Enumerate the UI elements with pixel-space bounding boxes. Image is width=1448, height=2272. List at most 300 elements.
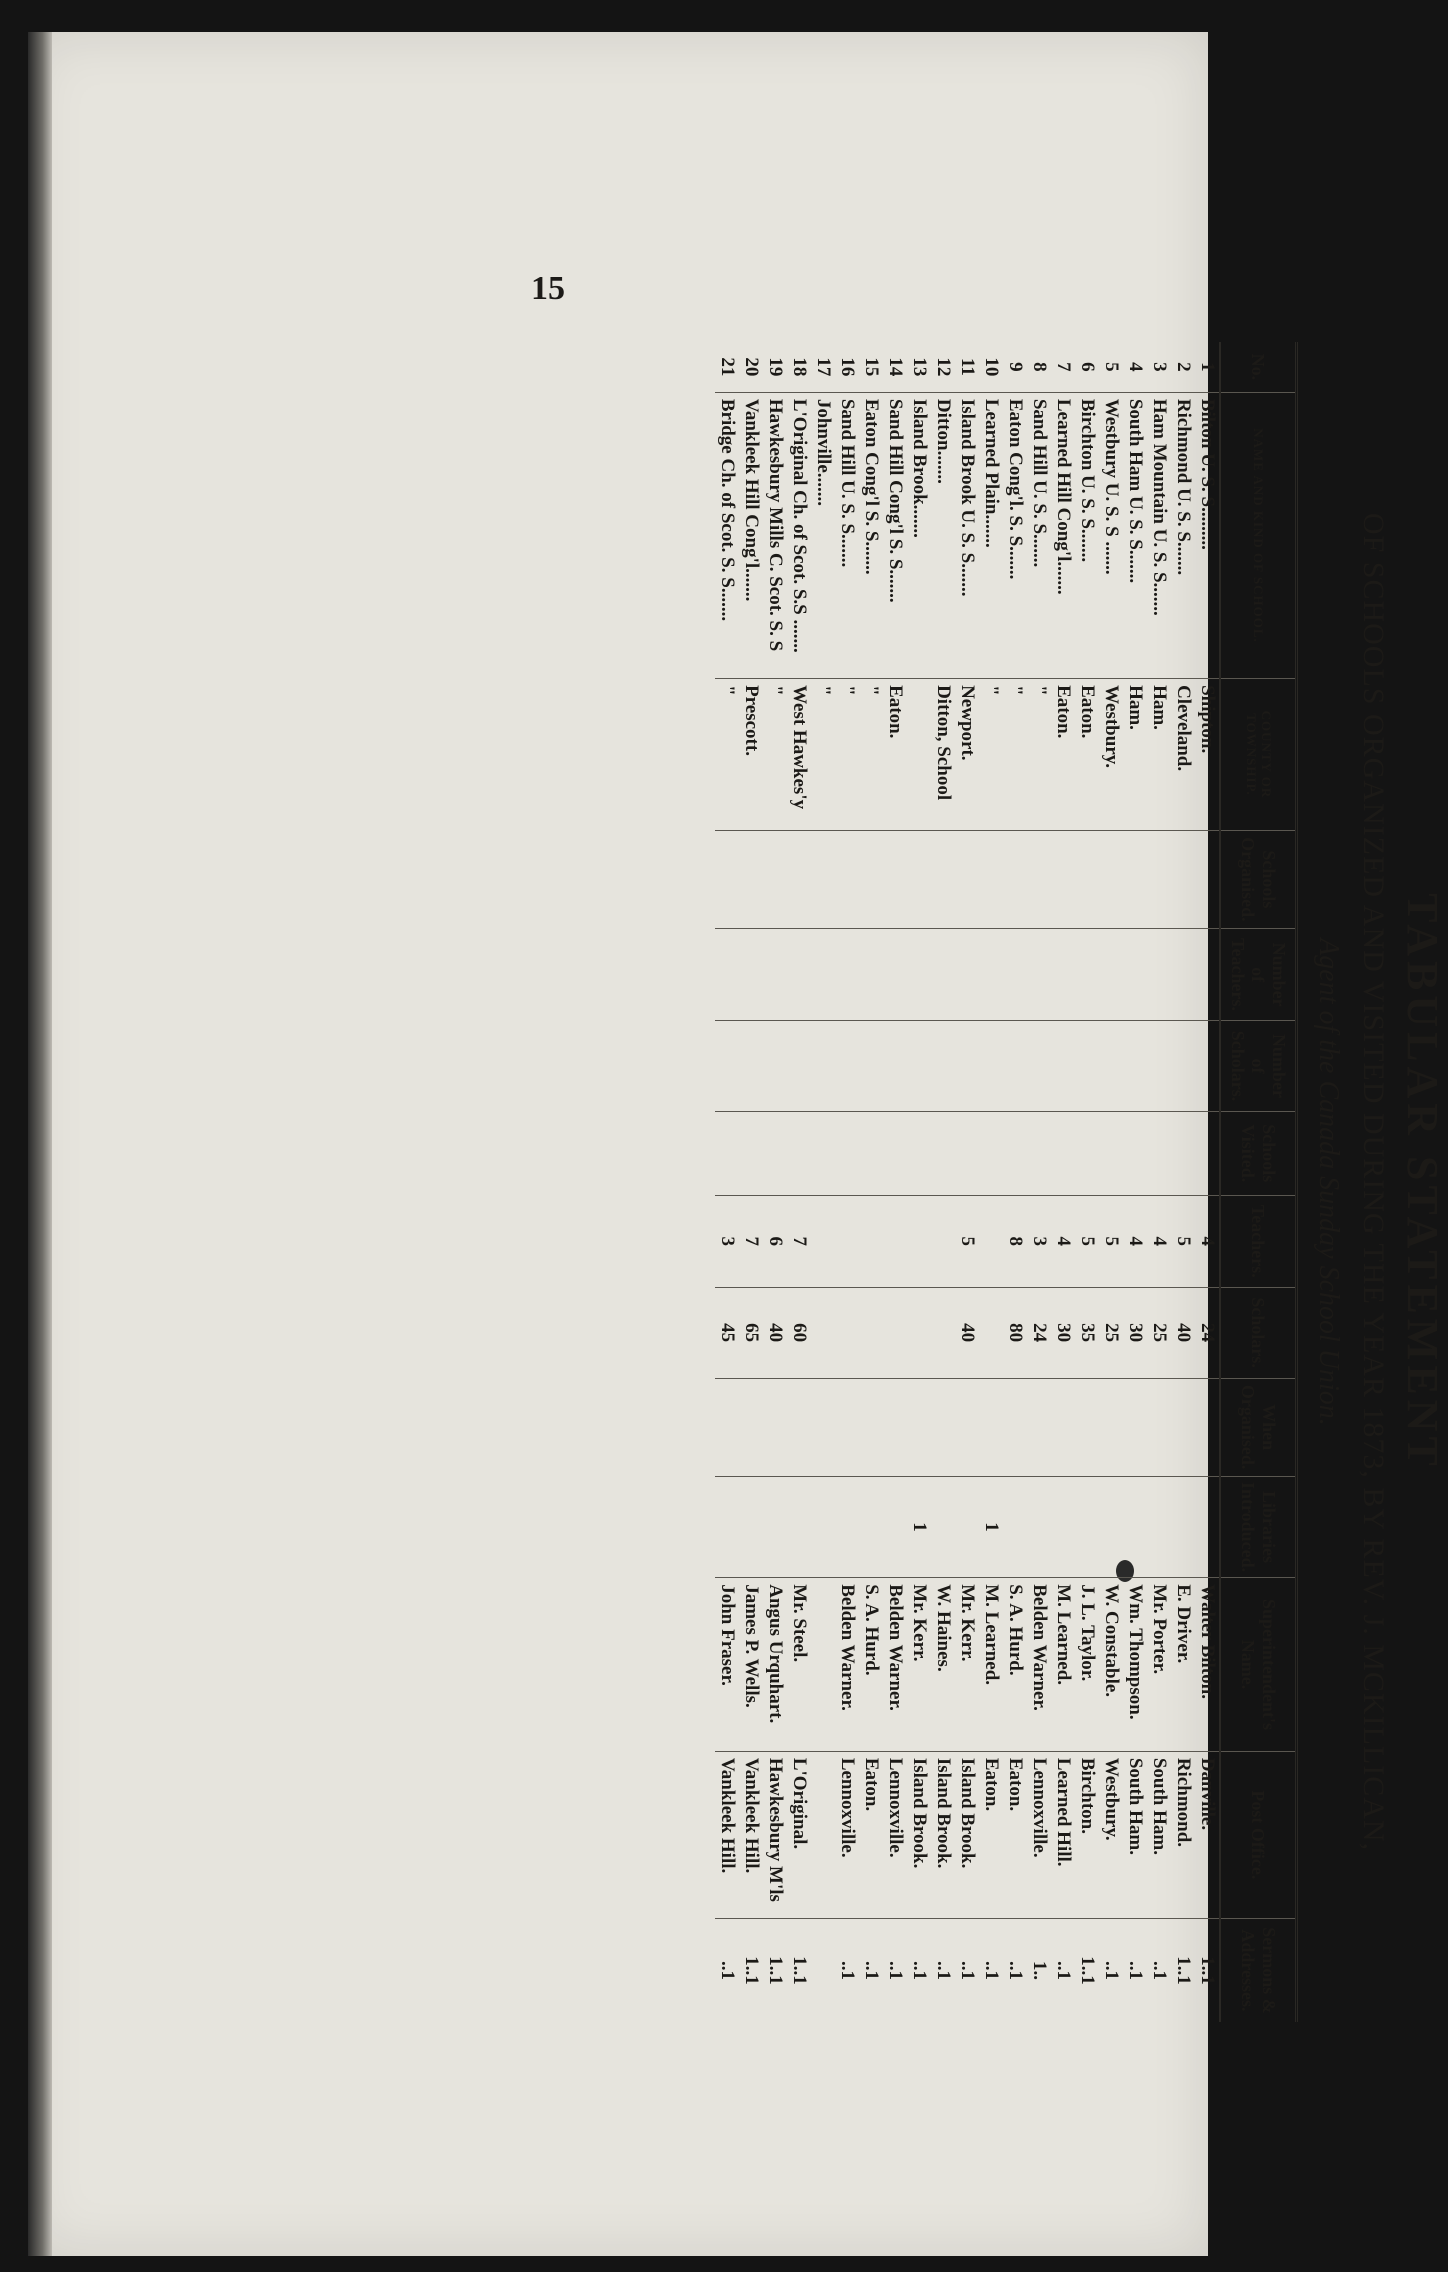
libraries-cell [1075, 1476, 1099, 1577]
when-organised-cell [715, 1378, 739, 1476]
teachers-cell [835, 1195, 859, 1287]
number-scholars-cell [979, 1021, 1003, 1112]
sermons-cell: 1..1 [1172, 1956, 1194, 1985]
table-row [1075, 342, 1099, 2022]
schools-organised-cell [955, 830, 979, 928]
post-office-cell: Richmond. [1171, 1751, 1195, 1918]
when-organised-cell [1123, 1378, 1147, 1476]
county-cell: " [1027, 679, 1051, 831]
schools-organised-cell [1195, 830, 1220, 928]
number-scholars-cell [1003, 1021, 1027, 1112]
schools-visited-cell [763, 1111, 787, 1195]
superintendent-cell: W. Haines. [931, 1578, 955, 1752]
libraries-cell [787, 1476, 811, 1577]
sermons-cell: ..1 [932, 1960, 954, 1980]
schools-organised-cell [1123, 830, 1147, 928]
teachers-cell: 4 [1195, 1195, 1220, 1287]
row-number-cell: 17 [811, 342, 835, 392]
scholars-cell [835, 1287, 859, 1378]
number-teachers-cell [883, 929, 907, 1021]
school-name-cell: South Ham U. S. S....... [1123, 392, 1147, 678]
schools-organised-cell [859, 830, 883, 928]
header-row [1220, 342, 1297, 2022]
county-cell: " [835, 679, 859, 831]
county-cell: Ham. [1147, 679, 1171, 831]
superintendent-cell: Belden Warner. [1027, 1578, 1051, 1752]
document-subtitle: OF SCHOOLS ORGANIZED AND VISITED DURING THE YEAR 1873, BY REV. J. MCKILLICAN, [1357, 512, 1390, 1852]
scholars-cell: 80 [1003, 1287, 1027, 1378]
number-scholars-cell [1075, 1021, 1099, 1112]
school-name-cell: Learned Hill Cong'l....... [1051, 392, 1075, 678]
number-teachers-cell [763, 929, 787, 1021]
county-cell: Westbury. [1099, 679, 1123, 831]
teachers-cell [979, 1195, 1003, 1287]
sermons-cell: ..1 [956, 1960, 978, 1980]
schools-visited-cell [859, 1111, 883, 1195]
scholars-cell: 24 [1027, 1287, 1051, 1378]
superintendent-cell: Belden Warner. [835, 1578, 859, 1752]
number-scholars-cell [1147, 1021, 1171, 1112]
scholars-cell: 40 [1171, 1287, 1195, 1378]
scholars-cell: 25 [1099, 1287, 1123, 1378]
county-cell: Prescott. [739, 679, 763, 831]
sermons-cell [811, 1918, 835, 2022]
when-organised-cell [979, 1378, 1003, 1476]
book-page [28, 32, 1447, 2256]
sermons-cell: 1..1 [1076, 1956, 1098, 1985]
row-number-cell: 13 [907, 342, 931, 392]
table-row [811, 342, 835, 2022]
post-office-cell: Vankleek Hill. [715, 1751, 739, 1918]
libraries-cell [1051, 1476, 1075, 1577]
libraries-cell [955, 1476, 979, 1577]
schools-visited-cell [883, 1111, 907, 1195]
libraries-cell [739, 1476, 763, 1577]
row-number-cell: 4 [1123, 342, 1147, 392]
schools-visited-cell [1027, 1111, 1051, 1195]
number-teachers-cell [859, 929, 883, 1021]
when-organised-cell [931, 1378, 955, 1476]
post-office-cell [811, 1751, 835, 1918]
schools-organised-cell [1003, 830, 1027, 928]
row-number-cell: 15 [859, 342, 883, 392]
sermons-cell: ..1 [860, 1960, 882, 1980]
when-organised-cell [1147, 1378, 1171, 1476]
row-number-cell: 19 [763, 342, 787, 392]
row-number-cell: 10 [979, 342, 1003, 392]
when-organised-cell [1099, 1378, 1123, 1476]
row-number-cell: 21 [715, 342, 739, 392]
libraries-cell [1171, 1476, 1195, 1577]
county-cell: " [1003, 679, 1027, 831]
number-teachers-cell [955, 929, 979, 1021]
schools-organised-cell [835, 830, 859, 928]
scholars-cell [883, 1287, 907, 1378]
number-scholars-cell [1027, 1021, 1051, 1112]
sermons-cell: ..1 [1004, 1960, 1026, 1980]
post-office-cell: Island Brook. [955, 1751, 979, 1918]
number-teachers-cell [811, 929, 835, 1021]
header-post-office: Post Office. [1220, 1751, 1297, 1918]
schools-visited-cell [931, 1111, 955, 1195]
teachers-cell: 7 [739, 1195, 763, 1287]
when-organised-cell [1171, 1378, 1195, 1476]
post-office-cell: Lennoxville. [835, 1751, 859, 1918]
table-row [739, 342, 763, 2022]
libraries-cell: 1 [907, 1476, 931, 1577]
libraries-cell [1003, 1476, 1027, 1577]
header-no: No. [1220, 342, 1297, 392]
sermons-cell: ..1 [1148, 1960, 1170, 1980]
row-number-cell: 2 [1171, 342, 1195, 392]
table-row [1147, 342, 1171, 2022]
post-office-cell: Eaton. [859, 1751, 883, 1918]
libraries-cell [1123, 1476, 1147, 1577]
table-row [883, 342, 907, 2022]
when-organised-cell [1003, 1378, 1027, 1476]
number-scholars-cell [739, 1021, 763, 1112]
row-number-cell: 1 [1195, 342, 1220, 392]
header-name: NAME AND KIND OF SCHOOL. [1220, 392, 1297, 678]
number-scholars-cell [883, 1021, 907, 1112]
teachers-cell: 4 [1147, 1195, 1171, 1287]
header-when-organised: When Organised. [1220, 1378, 1297, 1476]
sermons-cell: ..1 [1124, 1960, 1146, 1980]
county-cell: Shipton. [1195, 679, 1220, 831]
scholars-cell: 25 [1147, 1287, 1171, 1378]
county-cell: " [979, 679, 1003, 831]
schools-organised-cell [1171, 830, 1195, 928]
scholars-cell: 35 [1075, 1287, 1099, 1378]
school-name-cell: Sand Hill Cong'l S. S....... [883, 392, 907, 678]
schools-organised-cell [1147, 830, 1171, 928]
schools-visited-cell [1051, 1111, 1075, 1195]
post-office-cell: Island Brook. [931, 1751, 955, 1918]
county-cell: Ditton, School [931, 679, 955, 831]
teachers-cell: 6 [763, 1195, 787, 1287]
teachers-cell: 3 [1027, 1195, 1051, 1287]
superintendent-cell: Mr. Porter. [1147, 1578, 1171, 1752]
table-row [835, 342, 859, 2022]
schools-organised-cell [979, 830, 1003, 928]
number-teachers-cell [715, 929, 739, 1021]
sermons-cell: ..1 [980, 1960, 1002, 1980]
schools-organised-cell [763, 830, 787, 928]
scholars-cell: 40 [763, 1287, 787, 1378]
header-number-scholars: Number of Scholars. [1220, 1021, 1297, 1112]
superintendent-cell: James P. Wells. [739, 1578, 763, 1752]
row-number-cell: 16 [835, 342, 859, 392]
teachers-cell [811, 1195, 835, 1287]
table-row [715, 342, 739, 2022]
table-row [1099, 342, 1123, 2022]
teachers-cell: 5 [955, 1195, 979, 1287]
agent-line: Agent of the Canada Sunday School Union. [1313, 938, 1344, 1426]
number-teachers-cell [1051, 929, 1075, 1021]
table-row [787, 342, 811, 2022]
superintendent-cell: W. Constable. [1099, 1578, 1123, 1752]
school-name-cell: Eaton Cong'l. S. S....... [1003, 392, 1027, 678]
schools-organised-cell [1027, 830, 1051, 928]
superintendent-cell: John Fraser. [715, 1578, 739, 1752]
number-teachers-cell [1123, 929, 1147, 1021]
teachers-cell [907, 1195, 931, 1287]
superintendent-cell: Walter Bilton. [1195, 1578, 1220, 1752]
scholars-cell: 40 [955, 1287, 979, 1378]
libraries-cell [1195, 1476, 1220, 1577]
sermons-cell: 1.. [1028, 1960, 1050, 1980]
number-teachers-cell [1147, 929, 1171, 1021]
number-scholars-cell [1123, 1021, 1147, 1112]
school-name-cell: Richmond U. S. S....... [1171, 392, 1195, 678]
school-name-cell: Island Brook U. S. S....... [955, 392, 979, 678]
when-organised-cell [835, 1378, 859, 1476]
schools-organised-cell [931, 830, 955, 928]
school-name-cell: Bridge Ch. of Scot. S. S....... [715, 392, 739, 678]
number-scholars-cell [931, 1021, 955, 1112]
scholars-cell: 45 [715, 1287, 739, 1378]
post-office-cell: L'Original. [787, 1751, 811, 1918]
page-spine [28, 32, 52, 2256]
sermons-cell: ..1 [716, 1960, 738, 1980]
teachers-cell: 8 [1003, 1195, 1027, 1287]
when-organised-cell [883, 1378, 907, 1476]
libraries-cell [835, 1476, 859, 1577]
scholars-cell [931, 1287, 955, 1378]
school-name-cell: Johnville....... [811, 392, 835, 678]
number-scholars-cell [787, 1021, 811, 1112]
school-name-cell: Ham Mountain U. S. S....... [1147, 392, 1171, 678]
row-number-cell: 18 [787, 342, 811, 392]
number-scholars-cell [955, 1021, 979, 1112]
row-number-cell: 8 [1027, 342, 1051, 392]
sermons-cell: 1..1 [740, 1956, 762, 1985]
table-row [763, 342, 787, 2022]
when-organised-cell [1027, 1378, 1051, 1476]
header-scholars: Scholars. [1220, 1287, 1297, 1378]
scholars-cell [859, 1287, 883, 1378]
school-name-cell: Vankleek Hill Cong'l....... [739, 392, 763, 678]
teachers-cell [931, 1195, 955, 1287]
schools-visited-cell [1123, 1111, 1147, 1195]
row-number-cell: 11 [955, 342, 979, 392]
schools-visited-cell [907, 1111, 931, 1195]
sermons-cell: ..1 [1052, 1960, 1074, 1980]
number-teachers-cell [1195, 929, 1220, 1021]
school-name-cell: Learned Plain....... [979, 392, 1003, 678]
scholars-cell: 30 [1051, 1287, 1075, 1378]
table-row [859, 342, 883, 2022]
post-office-cell: Westbury. [1099, 1751, 1123, 1918]
libraries-cell [1027, 1476, 1051, 1577]
post-office-cell: Lennoxville. [883, 1751, 907, 1918]
table-row [1123, 342, 1147, 2022]
header-schools-visited: Schools Visited. [1220, 1111, 1297, 1195]
number-scholars-cell [763, 1021, 787, 1112]
post-office-cell: Birchton. [1075, 1751, 1099, 1918]
number-teachers-cell [979, 929, 1003, 1021]
post-office-cell: Eaton. [1003, 1751, 1027, 1918]
superintendent-cell: E. Driver. [1171, 1578, 1195, 1752]
sermons-cell: 1..1 [764, 1956, 786, 1985]
when-organised-cell [1195, 1378, 1220, 1476]
number-scholars-cell [1195, 1021, 1220, 1112]
header-superintendent: Superintendent's Name. [1220, 1578, 1297, 1752]
number-scholars-cell [811, 1021, 835, 1112]
libraries-cell [715, 1476, 739, 1577]
county-cell: Cleveland. [1171, 679, 1195, 831]
superintendent-cell: Mr. Steel. [787, 1578, 811, 1752]
table-row [1051, 342, 1075, 2022]
number-scholars-cell [1171, 1021, 1195, 1112]
header-county: COUNTY OR TOWNSHIP. [1220, 679, 1297, 831]
schools-organised-cell [883, 830, 907, 928]
number-teachers-cell [907, 929, 931, 1021]
school-name-cell: Bilton U. S. S......... [1195, 392, 1220, 678]
tabular-statement-table [715, 342, 1298, 2022]
schools-visited-cell [715, 1111, 739, 1195]
teachers-cell [859, 1195, 883, 1287]
county-cell: Ham. [1123, 679, 1147, 831]
table-row [907, 342, 931, 2022]
table-row [1027, 342, 1051, 2022]
table-row [1171, 342, 1195, 2022]
schools-visited-cell [739, 1111, 763, 1195]
libraries-cell [1099, 1476, 1123, 1577]
school-name-cell: Island Brook....... [907, 392, 931, 678]
schools-organised-cell [715, 830, 739, 928]
post-office-cell: Vankleek Hill. [739, 1751, 763, 1918]
sermons-cell: ..1 [908, 1960, 930, 1980]
table-row [1003, 342, 1027, 2022]
scholars-cell [979, 1287, 1003, 1378]
teachers-cell: 5 [1171, 1195, 1195, 1287]
school-name-cell: Westbury U. S. S ....... [1099, 392, 1123, 678]
when-organised-cell [1051, 1378, 1075, 1476]
post-office-cell: Eaton. [979, 1751, 1003, 1918]
school-name-cell: Ditton....... [931, 392, 955, 678]
scholars-cell [811, 1287, 835, 1378]
county-cell: Eaton. [1075, 679, 1099, 831]
number-teachers-cell [931, 929, 955, 1021]
number-scholars-cell [907, 1021, 931, 1112]
when-organised-cell [787, 1378, 811, 1476]
schools-organised-cell [1099, 830, 1123, 928]
row-number-cell: 5 [1099, 342, 1123, 392]
number-teachers-cell [835, 929, 859, 1021]
scholars-cell [907, 1287, 931, 1378]
county-cell: " [859, 679, 883, 831]
table-row [1195, 342, 1220, 2022]
schools-visited-cell [1099, 1111, 1123, 1195]
teachers-cell: 4 [1123, 1195, 1147, 1287]
school-name-cell: Sand Hill U. S. S....... [1027, 392, 1051, 678]
row-number-cell: 7 [1051, 342, 1075, 392]
libraries-cell: 1 [979, 1476, 1003, 1577]
header-sermons: Sermons & Addresses. [1220, 1918, 1297, 2022]
school-name-cell: Hawkesbury Mills C. Scot. S. S [763, 392, 787, 678]
schools-visited-cell [835, 1111, 859, 1195]
when-organised-cell [739, 1378, 763, 1476]
number-teachers-cell [1171, 929, 1195, 1021]
county-cell: Eaton. [883, 679, 907, 831]
header-number-teachers: Number of Teachers. [1220, 929, 1297, 1021]
school-name-cell: L'Original Ch. of Scot. S.S ....... [787, 392, 811, 678]
when-organised-cell [763, 1378, 787, 1476]
sermons-cell: ..1 [836, 1960, 858, 1980]
superintendent-cell: J. L. Taylor. [1075, 1578, 1099, 1752]
libraries-cell [931, 1476, 955, 1577]
sermons-cell: 1..1 [1196, 1956, 1218, 1985]
row-number-cell: 6 [1075, 342, 1099, 392]
county-cell [907, 679, 931, 831]
county-cell: Newport. [955, 679, 979, 831]
superintendent-cell: Mr. Kerr. [955, 1578, 979, 1752]
number-teachers-cell [739, 929, 763, 1021]
superintendent-cell: S. A. Hurd. [859, 1578, 883, 1752]
teachers-cell [883, 1195, 907, 1287]
table-body [715, 342, 1220, 2022]
schools-organised-cell [787, 830, 811, 928]
rotated-table-sheet [488, 342, 1448, 2022]
superintendent-cell: Mr. Kerr. [907, 1578, 931, 1752]
page-number: 15 [531, 270, 565, 307]
number-teachers-cell [1027, 929, 1051, 1021]
superintendent-cell [811, 1578, 835, 1752]
teachers-cell: 3 [715, 1195, 739, 1287]
superintendent-cell: Wm. Thompson. [1123, 1578, 1147, 1752]
superintendent-cell: M. Learned. [979, 1578, 1003, 1752]
schools-organised-cell [811, 830, 835, 928]
teachers-cell: 7 [787, 1195, 811, 1287]
number-scholars-cell [715, 1021, 739, 1112]
superintendent-cell: M. Learned. [1051, 1578, 1075, 1752]
scholars-cell: 65 [739, 1287, 763, 1378]
number-scholars-cell [1051, 1021, 1075, 1112]
table-row [979, 342, 1003, 2022]
when-organised-cell [859, 1378, 883, 1476]
post-office-cell: Lennoxville. [1027, 1751, 1051, 1918]
county-cell: Eaton. [1051, 679, 1075, 831]
school-name-cell: Birchton U. S. S....... [1075, 392, 1099, 678]
number-scholars-cell [1099, 1021, 1123, 1112]
superintendent-cell: Belden Warner. [883, 1578, 907, 1752]
schools-visited-cell [979, 1111, 1003, 1195]
document-title: TABULAR STATEMENT [1398, 893, 1447, 1471]
post-office-cell: Danville. [1195, 1751, 1220, 1918]
schools-visited-cell [1195, 1111, 1220, 1195]
when-organised-cell [955, 1378, 979, 1476]
header-schools-organised: Schools Organised. [1220, 830, 1297, 928]
schools-visited-cell [1171, 1111, 1195, 1195]
row-number-cell: 9 [1003, 342, 1027, 392]
county-cell: " [811, 679, 835, 831]
teachers-cell: 4 [1051, 1195, 1075, 1287]
libraries-cell [883, 1476, 907, 1577]
schools-visited-cell [1075, 1111, 1099, 1195]
county-cell: " [715, 679, 739, 831]
schools-visited-cell [1003, 1111, 1027, 1195]
sermons-cell: ..1 [884, 1960, 906, 1980]
when-organised-cell [907, 1378, 931, 1476]
schools-organised-cell [1051, 830, 1075, 928]
schools-visited-cell [955, 1111, 979, 1195]
post-office-cell: Learned Hill. [1051, 1751, 1075, 1918]
number-scholars-cell [835, 1021, 859, 1112]
scholars-cell: 24 [1195, 1287, 1220, 1378]
post-office-cell: Island Brook. [907, 1751, 931, 1918]
school-name-cell: Eaton Cong'l S. S....... [859, 392, 883, 678]
